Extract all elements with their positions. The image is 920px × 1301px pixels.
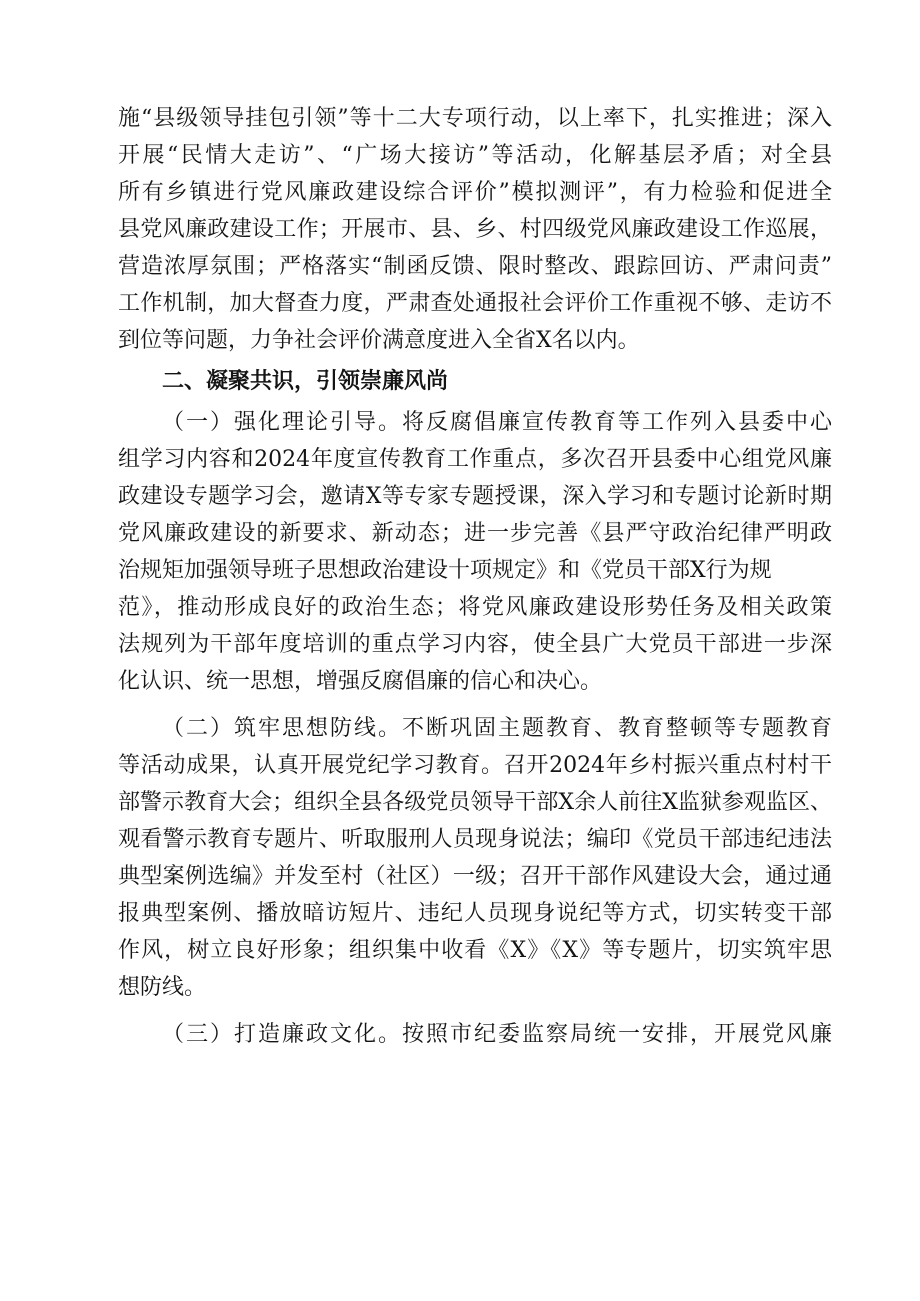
text-line: 施“县级领导挂包引领”等十二大专项行动，以上率下，扎实推进；深入 xyxy=(118,106,832,131)
text-line: 治规矩加强领导班子思想政治建设十项规定》和《党员干部X行为规 xyxy=(118,558,772,583)
text-line: 报典型案例、播放暗访短片、违纪人员现身说纪等方式，切实转变干部 xyxy=(118,901,832,926)
text-line: 党风廉政建设的新要求、新动态；进一步完善《县严守政治纪律严明政 xyxy=(118,521,832,546)
continuation-paragraph xyxy=(118,100,832,359)
paragraph-integrity-culture xyxy=(118,1016,832,1053)
text-line: 等活动成果，认真开展党纪学习教育。召开2024年乡村振兴重点村村干 xyxy=(118,753,832,778)
text-line: 营造浓厚氛围；严格落实“制函反馈、限时整改、跟踪回访、严肃问责” xyxy=(118,254,832,279)
text-line: （三）打造廉政文化。按照市纪委监察局统一安排，开展党风廉 xyxy=(162,1022,832,1047)
document-body xyxy=(118,100,832,1053)
text-line: 县党风廉政建设工作；开展市、县、乡、村四级党风廉政建设工作巡展， xyxy=(118,217,832,242)
text-line: 化认识、统一思想，增强反腐倡廉的信心和决心。 xyxy=(118,669,603,694)
paragraph-ideological-defense xyxy=(118,710,832,1006)
text-line: 范》，推动形成良好的政治生态；将党风廉政建设形势任务及相关政策 xyxy=(118,595,832,620)
text-line: 观看警示教育专题片、听取服刑人员现身说法；编印《党员干部违纪违法 xyxy=(118,827,832,852)
text-line: 典型案例选编》并发至村（社区）一级；召开干部作风建设大会，通过通 xyxy=(118,864,832,889)
text-line: （一）强化理论引导。将反腐倡廉宣传教育等工作列入县委中心 xyxy=(162,410,832,435)
text-line: 政建设专题学习会，邀请X等专家专题授课，深入学习和专题讨论新时期 xyxy=(118,484,832,509)
text-line: 开展“民情大走访”、“广场大接访”等活动，化解基层矛盾；对全县 xyxy=(118,143,832,168)
text-line: 到位等问题，力争社会评价满意度进入全省X名以内。 xyxy=(118,328,640,353)
text-line: 所有乡镇进行党风廉政建设综合评价”模拟测评”，有力检验和促进全 xyxy=(118,180,832,205)
text-line: 组学习内容和2024年度宣传教育工作重点，多次召开县委中心组党风廉 xyxy=(118,447,832,472)
text-line: 部警示教育大会；组织全县各级党员领导干部X余人前往X监狱参观监区、 xyxy=(118,790,832,815)
text-line: 工作机制，加大督查力度，严肃查处通报社会评价工作重视不够、走访不 xyxy=(118,291,832,316)
text-line: 作风，树立良好形象；组织集中收看《X》《X》等专题片，切实筑牢思 xyxy=(118,938,832,963)
text-line: （二）筑牢思想防线。不断巩固主题教育、教育整顿等专题教育 xyxy=(162,716,832,741)
section-heading: 二、凝聚共识，引领崇廉风尚 xyxy=(162,369,449,394)
text-line: 法规列为干部年度培训的重点学习内容，使全县广大党员干部进一步深 xyxy=(118,632,832,657)
paragraph-strengthen-theory xyxy=(118,404,832,700)
text-line: 想防线。 xyxy=(118,975,207,1000)
